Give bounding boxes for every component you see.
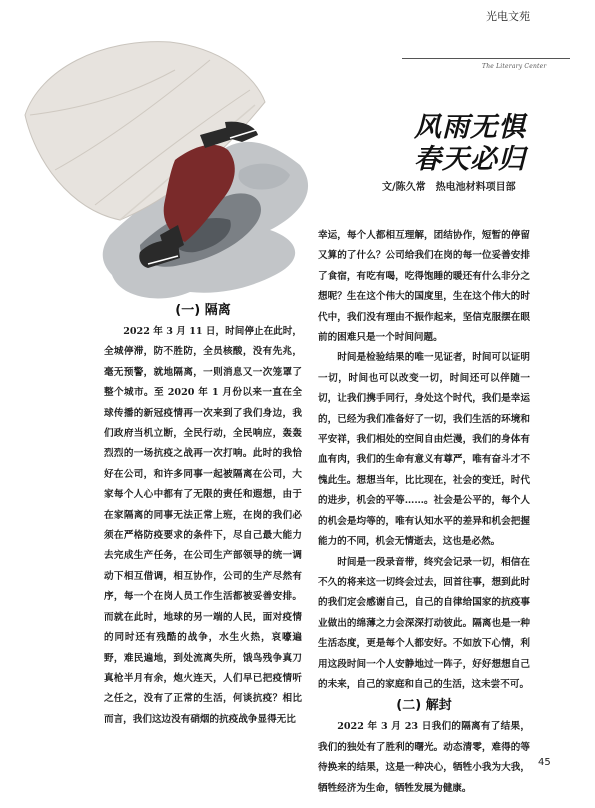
section-heading: (二) 解封 [396,698,452,714]
title-line-2: 春天必归 [414,144,526,175]
section-subtitle: The Literary Center [482,63,547,70]
body-paragraph: 2022 年 3 月 23 日我们的隔离有了结果，我们的独处有了胜利的曙光。动态清零，难得的等待换来的结果，这是一种决心，牺牲小我为大我，牺牲经济为生命，牺牲发展为健康。 [318,721,530,794]
body-paragraph-continued: 幸运，每个人都相互理解，团结协作，短暂的停留又算的了什么？公司给我们在岗的每一位妥善安排了食宿，有吃有喝，吃得饱睡的暖还有什么非分之想呢？生在这个伟大的国度里，生在这个伟大的时代中，我们没有理由不振作起来，坚信克服摆在眼前的困难只是一个时间问题。 [318,230,530,344]
section-heading: (一) 隔离 [175,303,231,318]
page-number: 45 [538,757,551,768]
header-rule [402,58,570,59]
umbrella-illustration [0,30,330,320]
title-line-1: 风雨无惧 [414,112,526,143]
body-paragraph: 2022 年 3 月 11 日，时间停止在此时，全城停滞，防不胜防，全员核酸，没有先兆，毫无预警，就地隔离，一则消息又一次笼罩了整个城市。至 2020 年 1 月份以来一直在全球传播的新冠疫情再一次来到了我们身边，我们政府当机立断，全民行动，全民响应，轰轰烈烈的一场抗疫之战再一次打响。此时的我恰好在公司，和许多同事一起被隔离在公司，大家每个人心中都有了无限的责任和遐想，由于在家隔离的同事无法正常上班，在岗的我们必须在严格防疫要求的条件下，尽自己最大能力去完成生产任务，在公司生产部领导的统一调动下相互借调，相互协作，公司的生产尽然有序，每一个在岗人员工作生活都被妥善安排。而就在此时，地球的另一端的人民，面对疫情的同时还有残酷的战争，水生火热，哀嚎遍野，难民遍地，到处流离失所，饿鸟残争真刀真枪半月有余，炮火连天，人们早已把疫情听之任之，没有了正常的生活，何谈抗疫？相比而言，我们这边没有硝烟的抗疫战争显得无比 [104,326,302,725]
left-column [104,300,302,730]
right-column [318,226,530,799]
article-title [414,112,554,176]
body-paragraph: 时间是检验结果的唯一见证者，时间可以证明一切，时间也可以改变一切，时间还可以伴随一切，让我们携手同行，身处这个时代，我们是幸运的，已经为我们准备好了一切，我们生活的环境和平安祥，我们相处的空间自由烂漫，我们的身体有血有肉，我们的生命有意义有尊严，唯有奋斗才不愧此生。想想当年，比比现在，社会的变迁，时代的进步，机会的平等……。社会是公平的，每个人的机会是均等的，唯有认知水平的差异和机会把握能力的不同，机会无情逝去，这也是必然。 [318,352,530,548]
body-paragraph: 时间是一段录音带，终究会记录一切，相信在不久的将来这一切终会过去，回首往事，想到此时的我们定会感谢自己，自己的自律给国家的抗疫事业做出的绵薄之力会深深打动彼此。隔离也是一种生活态度，更是每个人都安好。不如放下心情，利用这段时间一个人安静地过一阵子，好好想想自己的未来，自己的家庭和自己的生活，这未尝不可。 [318,556,530,690]
byline: 文/陈久常 热电池材料项目部 [382,182,516,193]
section-name: 光电文苑 [486,10,530,23]
